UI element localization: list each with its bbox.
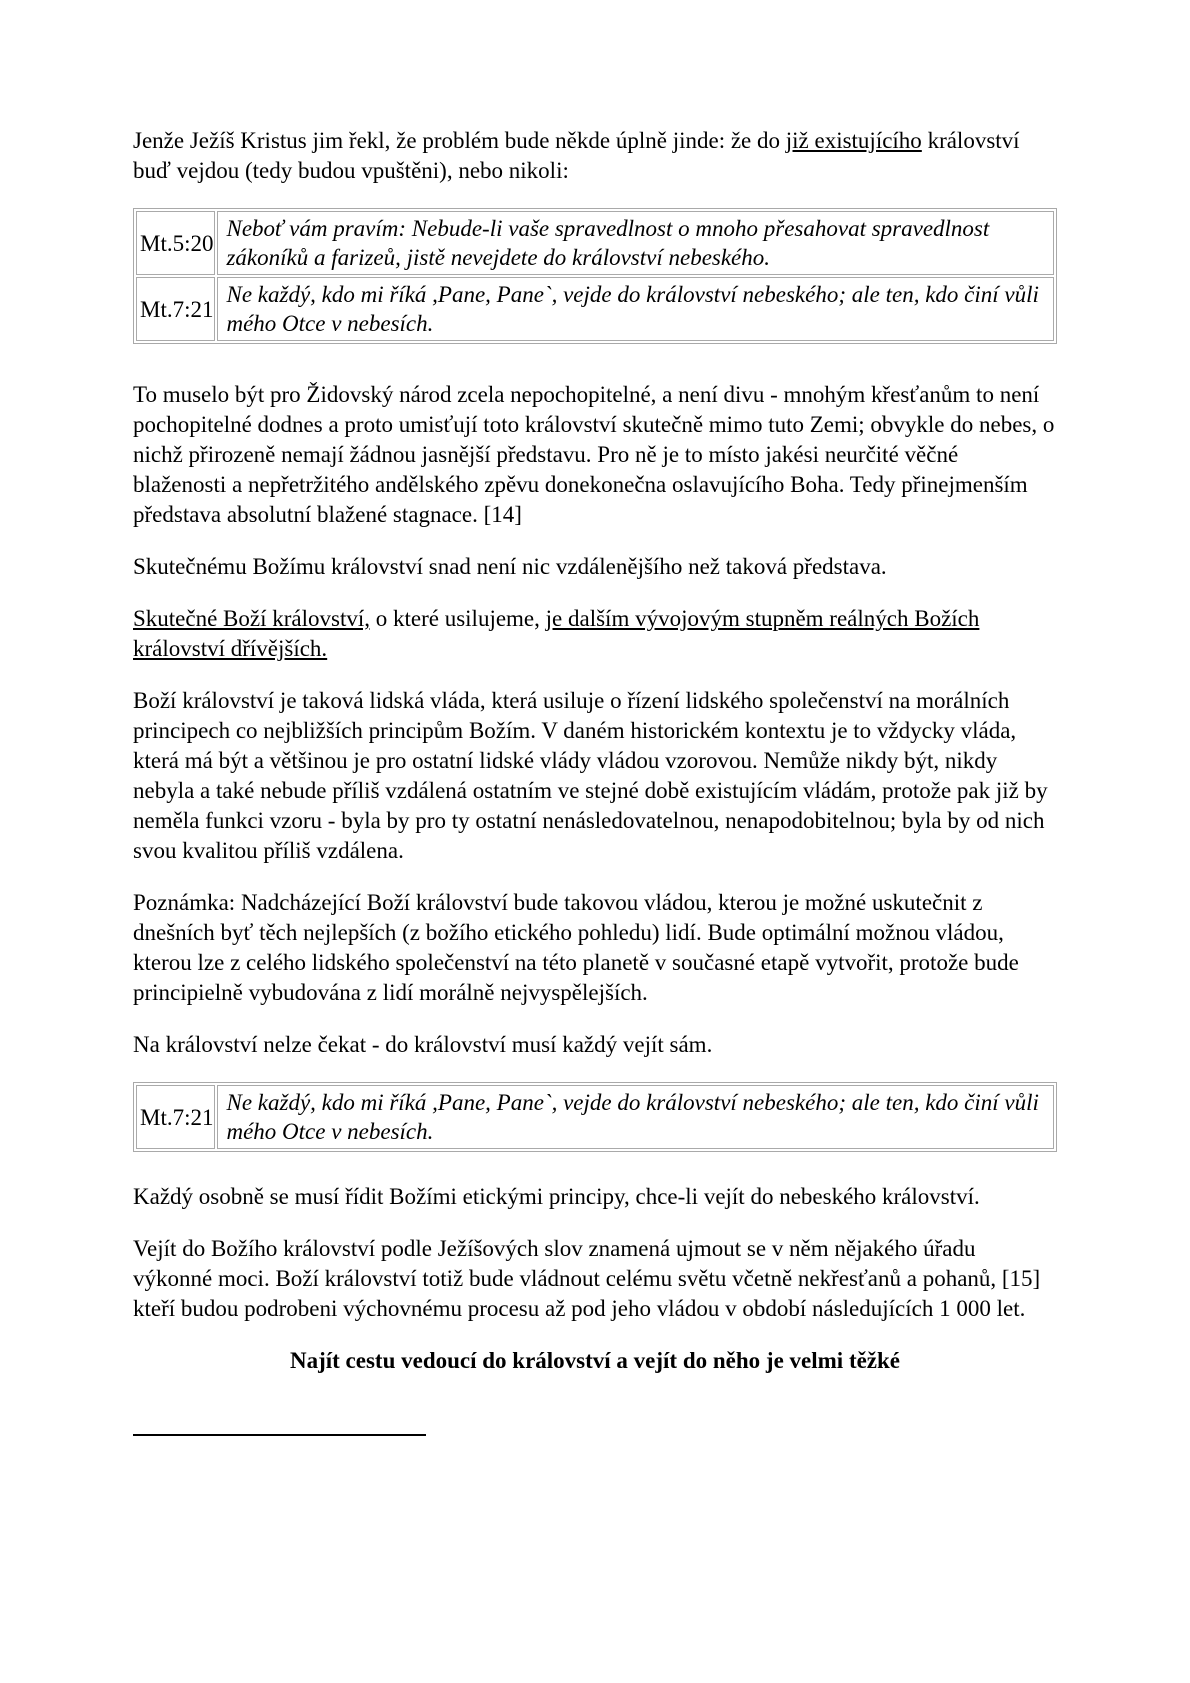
paragraph-incomprehensible: To muselo být pro Židovský národ zcela nepochopitelné, a není divu - mnohým křesťanům to není pochopitelné dodnes a proto umisťují toto království skutečně mimo tuto Zemi; obvykle do nebes, o nichž přirozeně nemají žádnou jasnější představu. Pro ně je to místo jakési neurčité věčné blaženosti a nepřetržitého andělského zpěvu donekonečna oslavujícího Boha. Tedy přinejmenším představa absolutní blažené stagnace. [14] [133,382,1055,527]
verse-reference: Mt.5:20 [136,211,215,275]
verse-table-2 [133,1082,1057,1152]
table-row [136,277,1054,341]
real-kingdom-underlined-1: Skutečné Boží království, [133,606,370,631]
verse-reference: Mt.7:21 [136,277,215,341]
paragraph-real-kingdom [133,604,1057,664]
section-heading: Najít cestu vedoucí do království a vejít do něho je velmi těžké [289,1348,901,1373]
verse-text: Ne každý, kdo mi říká ,Pane, Pane`, vejde do království nebeského; ale ten, kdo činí vůli mého Otce v nebesích. [217,1085,1054,1149]
verse-text: Neboť vám pravím: Nebude-li vaše spravedlnost o mnoho přesahovat spravedlnost zákoníků a farizeů, jistě nevejdete do království nebeského. [217,211,1054,275]
real-kingdom-underlined-2: je dalším vývojovým stupněm reálných Božích království dřívějších. [133,606,980,661]
intro-text-post: království buď vejdou (tedy budou vpuštěni), nebo nikoli: [133,128,1020,183]
intro-text-underlined: již existujícího [785,128,922,153]
verse-reference: Mt.7:21 [136,1085,215,1149]
verse-table-1 [133,208,1057,344]
paragraph-note: Poznámka: Nadcházející Boží království bude takovou vládou, kterou je možné uskutečnit z dnešních byť těch nejlepších (z božího etického pohledu) lidí. Bude optimální možnou vládou, kterou lze z celého lidského společenství na této planetě v současné etapě vytvořit, protože bude principielně vybudována z lidí morálně nejvyspělejších. [133,890,1019,1005]
intro-text-pre: Jenže Ježíš Kristus jim řekl, že problém bude někde úplně jinde: že do [133,128,786,153]
paragraph-distant: Skutečnému Božímu království snad není nic vzdálenějšího než taková představa. [133,554,887,579]
table-row [136,211,1054,275]
paragraph-no-waiting: Na království nelze čekat - do království musí každý vejít sám. [133,1032,713,1057]
footnote-separator [133,1434,426,1436]
verse-text: Ne každý, kdo mi říká ,Pane, Pane`, vejde do království nebeského; ale ten, kdo činí vůli mého Otce v nebesích. [217,277,1054,341]
paragraph-intro [133,126,1057,186]
paragraph-personal: Každý osobně se musí řídit Božími etickými principy, chce-li vejít do nebeského království. [133,1184,980,1209]
paragraph-definition: Boží království je taková lidská vláda, která usiluje o řízení lidského společenství na morálních principech co nejbližších principům Božím. V daném historickém kontextu je to vždycky vláda, která má být a většinou je pro ostatní lidské vlády vládou vzorovou. Nemůže nikdy být, nikdy nebyla a také nebude příliš vzdálená ostatním ve stejné době existujícím vládám, protože pak již by neměla funkci vzoru - byla by pro ty ostatní nenásledovatelnou, nenapodobitelnou; byla by od nich svou kvalitou příliš vzdálena. [133,688,1048,863]
table-row [136,1085,1054,1149]
real-kingdom-middle: o které usilujeme, [370,606,546,631]
paragraph-enter: Vejít do Božího království podle Ježíšových slov znamená ujmout se v něm nějakého úřadu výkonné moci. Boží království totiž bude vládnout celému světu včetně nekřesťanů a pohanů, [15] kteří budou podrobeni výchovnému procesu až pod jeho vládou v období následujících 1 000 let. [133,1236,1041,1321]
